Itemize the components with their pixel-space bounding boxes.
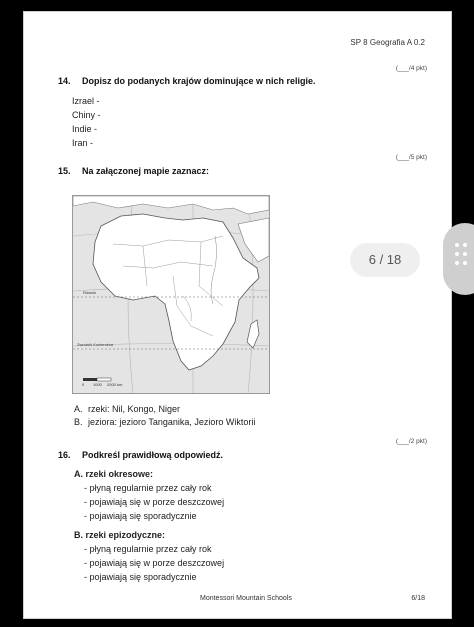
q15-item-a: [74, 404, 180, 414]
q16-option: - płyną regularnie przez cały rok: [84, 544, 212, 554]
q15-item-b: [74, 417, 255, 427]
q16-section-a-title: A. rzeki okresowe:: [74, 469, 154, 479]
page-counter: 6 / 18: [350, 243, 420, 277]
q15-item-marker: B.: [74, 417, 83, 427]
q16-option: - pojawiają się w porze deszczowej: [84, 497, 225, 507]
scale-0: 0: [82, 382, 85, 387]
scale-1000: 1000: [93, 382, 102, 387]
drag-handle-icon[interactable]: [455, 243, 469, 275]
option-text: pojawiają się w porze deszczowej: [89, 497, 225, 507]
q15-heading: [58, 166, 209, 176]
q16-section-b-title: B. rzeki epizodyczne:: [74, 530, 166, 540]
q15-item-text: rzeki: Nil, Kongo, Niger: [88, 404, 181, 414]
q15-item-text: jeziora: jezioro Tanganika, Jezioro Wiktorii: [88, 417, 256, 427]
q14-points: (___/4 pkt): [395, 65, 427, 72]
q14-item: Iran -: [72, 138, 94, 148]
q16-number: 16.: [58, 450, 71, 460]
document-page: [23, 11, 452, 619]
equator-label: Równik: [83, 290, 97, 295]
option-text: pojawiają się sporadycznie: [89, 572, 197, 582]
option-text: pojawiają się sporadycznie: [89, 511, 197, 521]
q15-points: (___/5 pkt): [395, 154, 427, 161]
q16-text: Podkreśl prawidłową odpowiedź.: [82, 450, 224, 460]
option-text: płyną regularnie przez cały rok: [89, 544, 212, 554]
q16-option: - płyną regularnie przez cały rok: [84, 483, 212, 493]
q14-item: Chiny -: [72, 110, 101, 120]
q14-number: 14.: [58, 76, 71, 86]
page-header: SP 8 Geografia A 0.2: [350, 38, 425, 47]
q16-points: (___/2 pkt): [395, 438, 427, 445]
footer-page: 6/18: [411, 595, 425, 602]
q14-item: Izrael -: [72, 96, 100, 106]
q15-item-marker: A.: [74, 404, 83, 414]
footer-school: Montessori Mountain Schools: [200, 595, 292, 602]
q15-text: Na załączonej mapie zaznacz:: [82, 166, 210, 176]
q16-option: - pojawiają się sporadycznie: [84, 511, 197, 521]
scale-2000: 2000 km: [107, 382, 123, 387]
option-text: pojawiają się w porze deszczowej: [89, 558, 225, 568]
q14-text: Dopisz do podanych krajów dominujące w nich religie.: [82, 76, 316, 86]
q16-option: - pojawiają się sporadycznie: [84, 572, 197, 582]
option-text: płyną regularnie przez cały rok: [89, 483, 212, 493]
capricorn-label: Zwrotnik Koziorożca: [77, 342, 114, 347]
q14-heading: [58, 76, 316, 86]
q16-heading: [58, 450, 223, 460]
q14-item: Indie -: [72, 124, 98, 134]
q15-number: 15.: [58, 166, 71, 176]
africa-map: [72, 195, 270, 394]
q16-option: - pojawiają się w porze deszczowej: [84, 558, 225, 568]
